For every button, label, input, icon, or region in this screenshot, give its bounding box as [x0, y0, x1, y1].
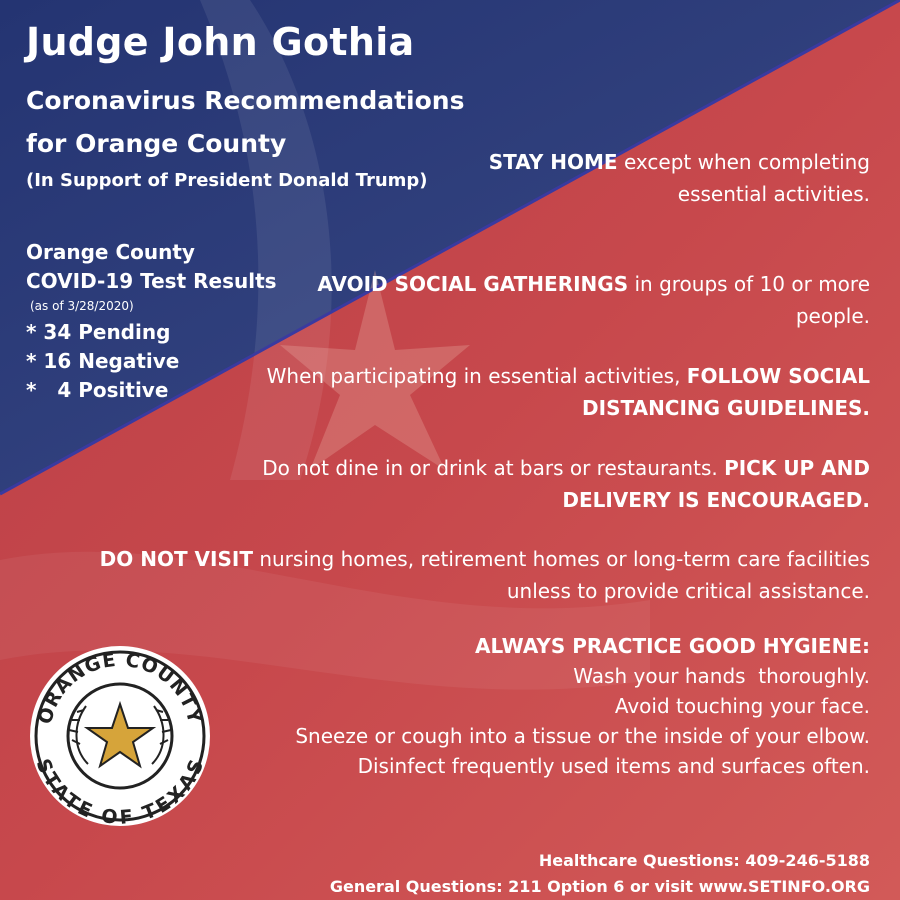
healthcare-contact: Healthcare Questions: 409-246-5188	[538, 851, 870, 870]
dining-text: Do not dine in or drink at bars or restaurants.	[262, 456, 725, 480]
distancing-recommendation	[250, 360, 870, 424]
hygiene-recommendation	[230, 631, 870, 781]
dining-emphasis: PICK UP AND DELIVERY IS ENCOURAGED.	[562, 456, 870, 512]
support-line: (In Support of President Donald Trump)	[26, 170, 428, 191]
hygiene-item-3: Sneeze or cough into a tissue or the inside of your elbow.	[295, 724, 870, 748]
dining-recommendation	[150, 452, 870, 516]
distancing-emphasis: FOLLOW SOCIAL DISTANCING GUIDELINES.	[582, 364, 870, 420]
seal-top-text: ORANGE COUNTY	[33, 648, 206, 727]
county-line: for Orange County	[26, 129, 287, 158]
page-subtitle: Coronavirus Recommendations	[26, 86, 465, 115]
county-seal-icon	[28, 644, 212, 828]
hygiene-heading: ALWAYS PRACTICE GOOD HYGIENE:	[475, 634, 870, 658]
positive-count: * 4 Positive	[26, 378, 169, 402]
test-results-heading-2: COVID-19 Test Results	[26, 269, 277, 293]
hygiene-item-2: Avoid touching your face.	[614, 694, 870, 718]
gatherings-recommendation	[310, 268, 870, 332]
visit-text: nursing homes, retirement homes or long-term care facilities unless to provide critical assistance.	[252, 547, 870, 603]
gatherings-text: in groups of 10 or more people.	[628, 272, 870, 328]
test-results-panel	[26, 238, 277, 405]
pending-count: * 34 Pending	[26, 320, 171, 344]
stay-home-emphasis: STAY HOME	[488, 150, 618, 174]
general-contact: General Questions: 211 Option 6 or visit www.SETINFO.ORG	[329, 877, 870, 896]
page-title: Judge John Gothia	[26, 20, 415, 64]
gatherings-emphasis: AVOID SOCIAL GATHERINGS	[317, 272, 629, 296]
test-results-heading-1: Orange County	[26, 240, 195, 264]
stay-home-text: except when completing essential activities.	[617, 150, 870, 206]
hygiene-item-4: Disinfect frequently used items and surfaces often.	[357, 754, 870, 778]
stay-home-recommendation	[470, 146, 870, 210]
hygiene-item-1: Wash your hands thoroughly.	[573, 664, 870, 688]
visit-emphasis: DO NOT VISIT	[99, 547, 253, 571]
distancing-text: When participating in essential activities,	[266, 364, 687, 388]
test-results-date: (as of 3/28/2020)	[30, 299, 134, 313]
visit-recommendation	[80, 543, 870, 607]
seal-bottom-text: STATE OF TEXAS	[31, 755, 209, 828]
contact-info	[330, 848, 870, 900]
negative-count: * 16 Negative	[26, 349, 180, 373]
